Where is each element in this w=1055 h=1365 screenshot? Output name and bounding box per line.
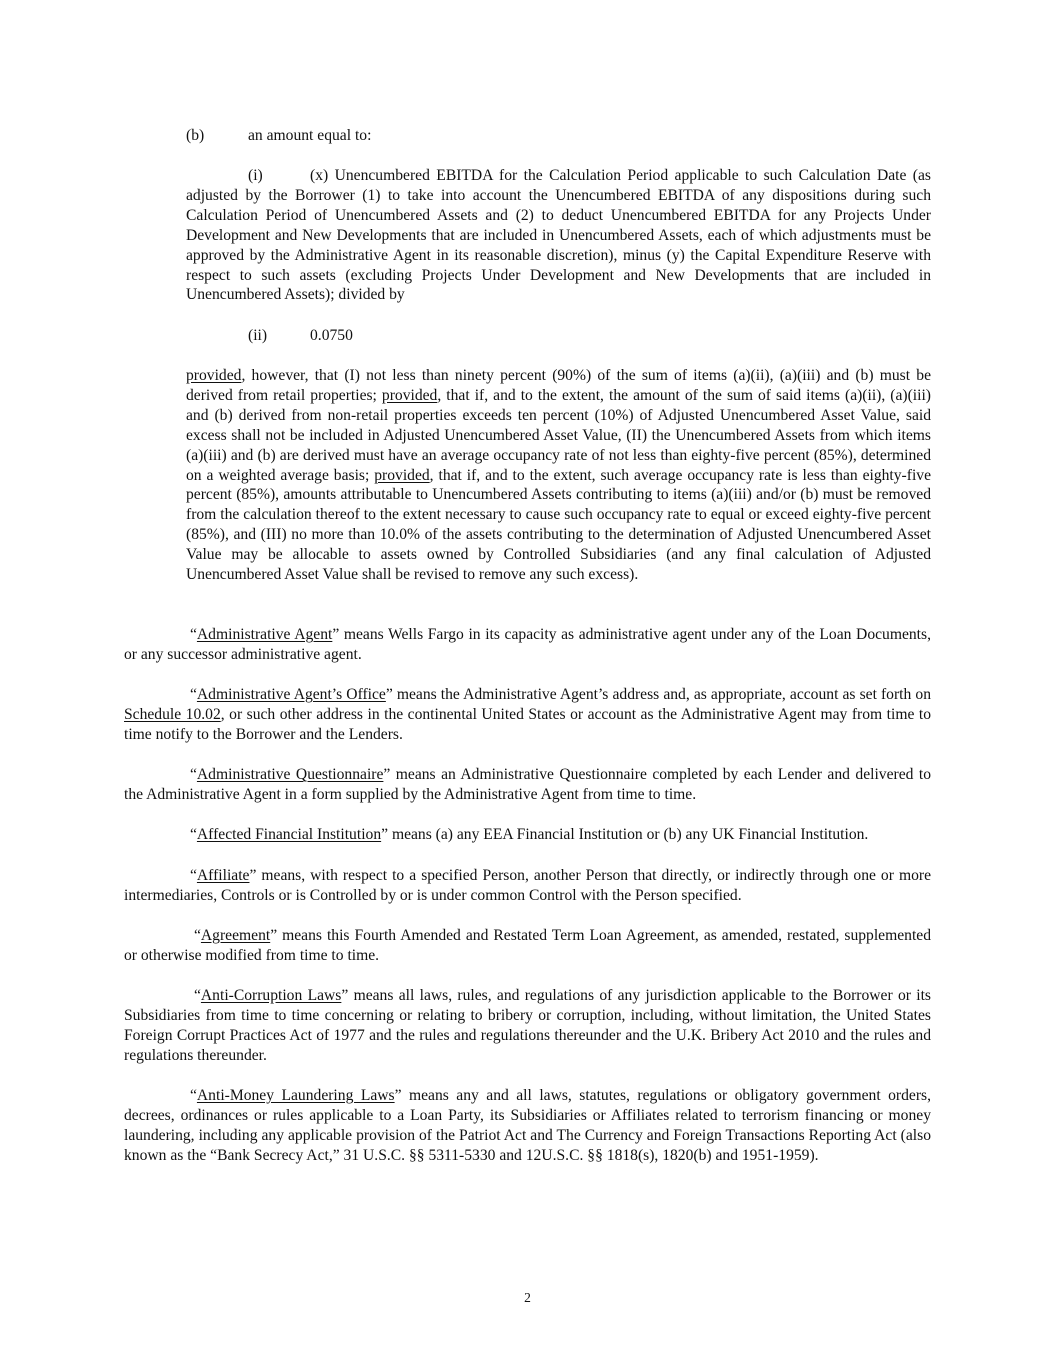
definition-anti-money-laundering-laws	[124, 1086, 931, 1166]
quote-close: ”	[385, 686, 393, 703]
quote-close: ”	[249, 867, 257, 884]
quote-open: “	[194, 987, 201, 1004]
defined-term: Administrative Agent	[196, 626, 333, 643]
defined-term: Administrative Agent’s Office	[196, 686, 386, 703]
page-number: 2	[524, 1290, 531, 1305]
quote-close: ”	[394, 1087, 402, 1104]
defined-term: Administrative Questionnaire	[196, 766, 384, 783]
clause-i	[186, 166, 931, 305]
clause-ii-label: (ii)	[248, 327, 268, 344]
proviso-text-1: , however, that (I) not less than ninety percent (90%) of the sum of items (a)(ii), (a)(iii) and (b) must be derived from retail properties;	[186, 367, 931, 404]
quote-close: ”	[381, 826, 389, 843]
definition-text: means this Fourth Amended and Restated Term Loan Agreement, as amended, restated, supplemented or otherwise modified from time to time.	[124, 927, 931, 964]
quote-open: “	[190, 1087, 197, 1104]
defined-term: Anti-Money Laundering Laws	[196, 1087, 395, 1104]
definition-administrative-agent	[124, 625, 931, 665]
quote-close: ”	[270, 927, 278, 944]
definition-affiliate	[124, 866, 931, 906]
provided-term-2: provided	[381, 386, 438, 404]
quote-close: ”	[383, 766, 391, 783]
quote-open: “	[190, 626, 197, 643]
clause-b-text: an amount equal to:	[248, 127, 372, 144]
definition-administrative-agents-office	[124, 685, 931, 745]
defined-term: Anti-Corruption Laws	[200, 987, 342, 1004]
quote-open: “	[190, 867, 197, 884]
definition-text: means, with respect to a specified Person, another Person that directly, or indirectly through one or more intermediaries, Controls or is Controlled by or is under common Control with the Person specified.	[124, 867, 931, 904]
definition-text: means the Administrative Agent’s address and, as appropriate, account as set forth on	[392, 686, 931, 703]
definition-text: means all laws, rules, and regulations of any jurisdiction applicable to the Borrower or its Subsidiaries from time to time concerning or relating to bribery or corruption, including, without limitation, the United States Foreign Corrupt Practices Act of 1977 and the rules and regulations thereunder and the U.K. Bribery Act 2010 and the rules and regulations thereunder.	[124, 987, 931, 1064]
quote-open: “	[190, 826, 197, 843]
clause-ii-text: 0.0750	[310, 327, 353, 344]
quote-open: “	[190, 686, 197, 703]
definition-text: means Wells Fargo in its capacity as administrative agent under any of the Loan Documents, or any successor administrative agent.	[124, 626, 931, 663]
quote-open: “	[190, 766, 197, 783]
definition-text: means (a) any EEA Financial Institution or (b) any UK Financial Institution.	[388, 826, 869, 843]
defined-term: Affiliate	[196, 867, 250, 884]
clause-i-label: (i)	[248, 167, 263, 184]
schedule-reference: Schedule 10.02	[124, 705, 221, 723]
definition-text: means an Administrative Questionnaire completed by each Lender and delivered to the Administrative Agent in a form supplied by the Administrative Agent from time to time.	[124, 766, 931, 803]
defined-term: Affected Financial Institution	[196, 826, 382, 843]
quote-close: ”	[341, 987, 349, 1004]
proviso-text-3: , that if, and to the extent, such average occupancy rate is less than eighty-five percent (85%), amounts attributable to Unencumbered Assets contributing to items (a)(iii) and/or (b) must be removed from the calculation thereof to the extent necessary to cause such occupancy rate to equal or exceed eighty-five percent (85%), and (III) no more than 10.0% of the assets contributing to the determination of Adjusted Unencumbered Asset Value may be allocable to assets owned by Controlled Subsidiaries (and any final calculation of Adjusted Unencumbered Asset Value shall be revised to remove any such excess).	[186, 466, 931, 584]
proviso-text-2: , that if, and to the extent, the amount of the sum of said items (a)(ii), (a)(iii) and (b) derived from non-retail properties exceeds ten percent (10%) of Adjusted Unencumbered Asset Value, said excess shall not be included in Adjusted Unencumbered Asset Value, (II) the Unencumbered Assets from which items (a)(iii) and (b) are derived must have an average occupancy rate of not less than eighty-five percent (85%), determined on a weighted average basis;	[186, 386, 931, 484]
definition-administrative-questionnaire	[124, 765, 931, 805]
defined-term: Agreement	[200, 927, 271, 944]
quote-open: “	[194, 927, 201, 944]
definition-affected-financial-institution	[190, 825, 868, 845]
clause-i-text: (x) Unencumbered EBITDA for the Calculation Period applicable to such Calculation Date (as adjusted by the Borrower (1) to take into account the Unencumbered EBITDA of any dispositions during such Calculation Period of Unencumbered Assets and (2) to deduct Unencumbered EBITDA for any Projects Under Development and New Developments that are included in Unencumbered Assets, each of which adjustments must be approved by the Administrative Agent in its reasonable discretion), minus (y) the Capital Expenditure Reserve with respect to such assets (excluding Projects Under Development and New Developments that are included in Unencumbered Assets); divided by	[186, 167, 931, 304]
definition-text: , or such other address in the continental United States or account as the Administrative Agent may from time to time notify to the Borrower and the Lenders.	[124, 705, 931, 743]
definition-anti-corruption-laws	[124, 986, 931, 1066]
definition-text: means any and all laws, statutes, regulations or obligatory government orders, decrees, ordinances or rules applicable to a Loan Party, its Subsidiaries or Affiliates related to terrorism financing or money laundering, including any applicable provision of the Patriot Act and The Currency and Foreign Transactions Reporting Act (also known as the “Bank Secrecy Act,” 31 U.S.C. §§ 5311-5330 and 12U.S.C. §§ 1818(s), 1820(b) and 1951-1959).	[124, 1087, 931, 1164]
clause-b-label: (b)	[186, 127, 205, 144]
definition-agreement	[124, 926, 931, 966]
clause-b	[186, 126, 372, 146]
clause-ii	[248, 326, 353, 346]
provided-term-3: provided	[374, 466, 430, 484]
provided-term-1: provided	[186, 367, 242, 384]
quote-close: ”	[332, 626, 340, 643]
proviso-paragraph	[186, 366, 931, 585]
